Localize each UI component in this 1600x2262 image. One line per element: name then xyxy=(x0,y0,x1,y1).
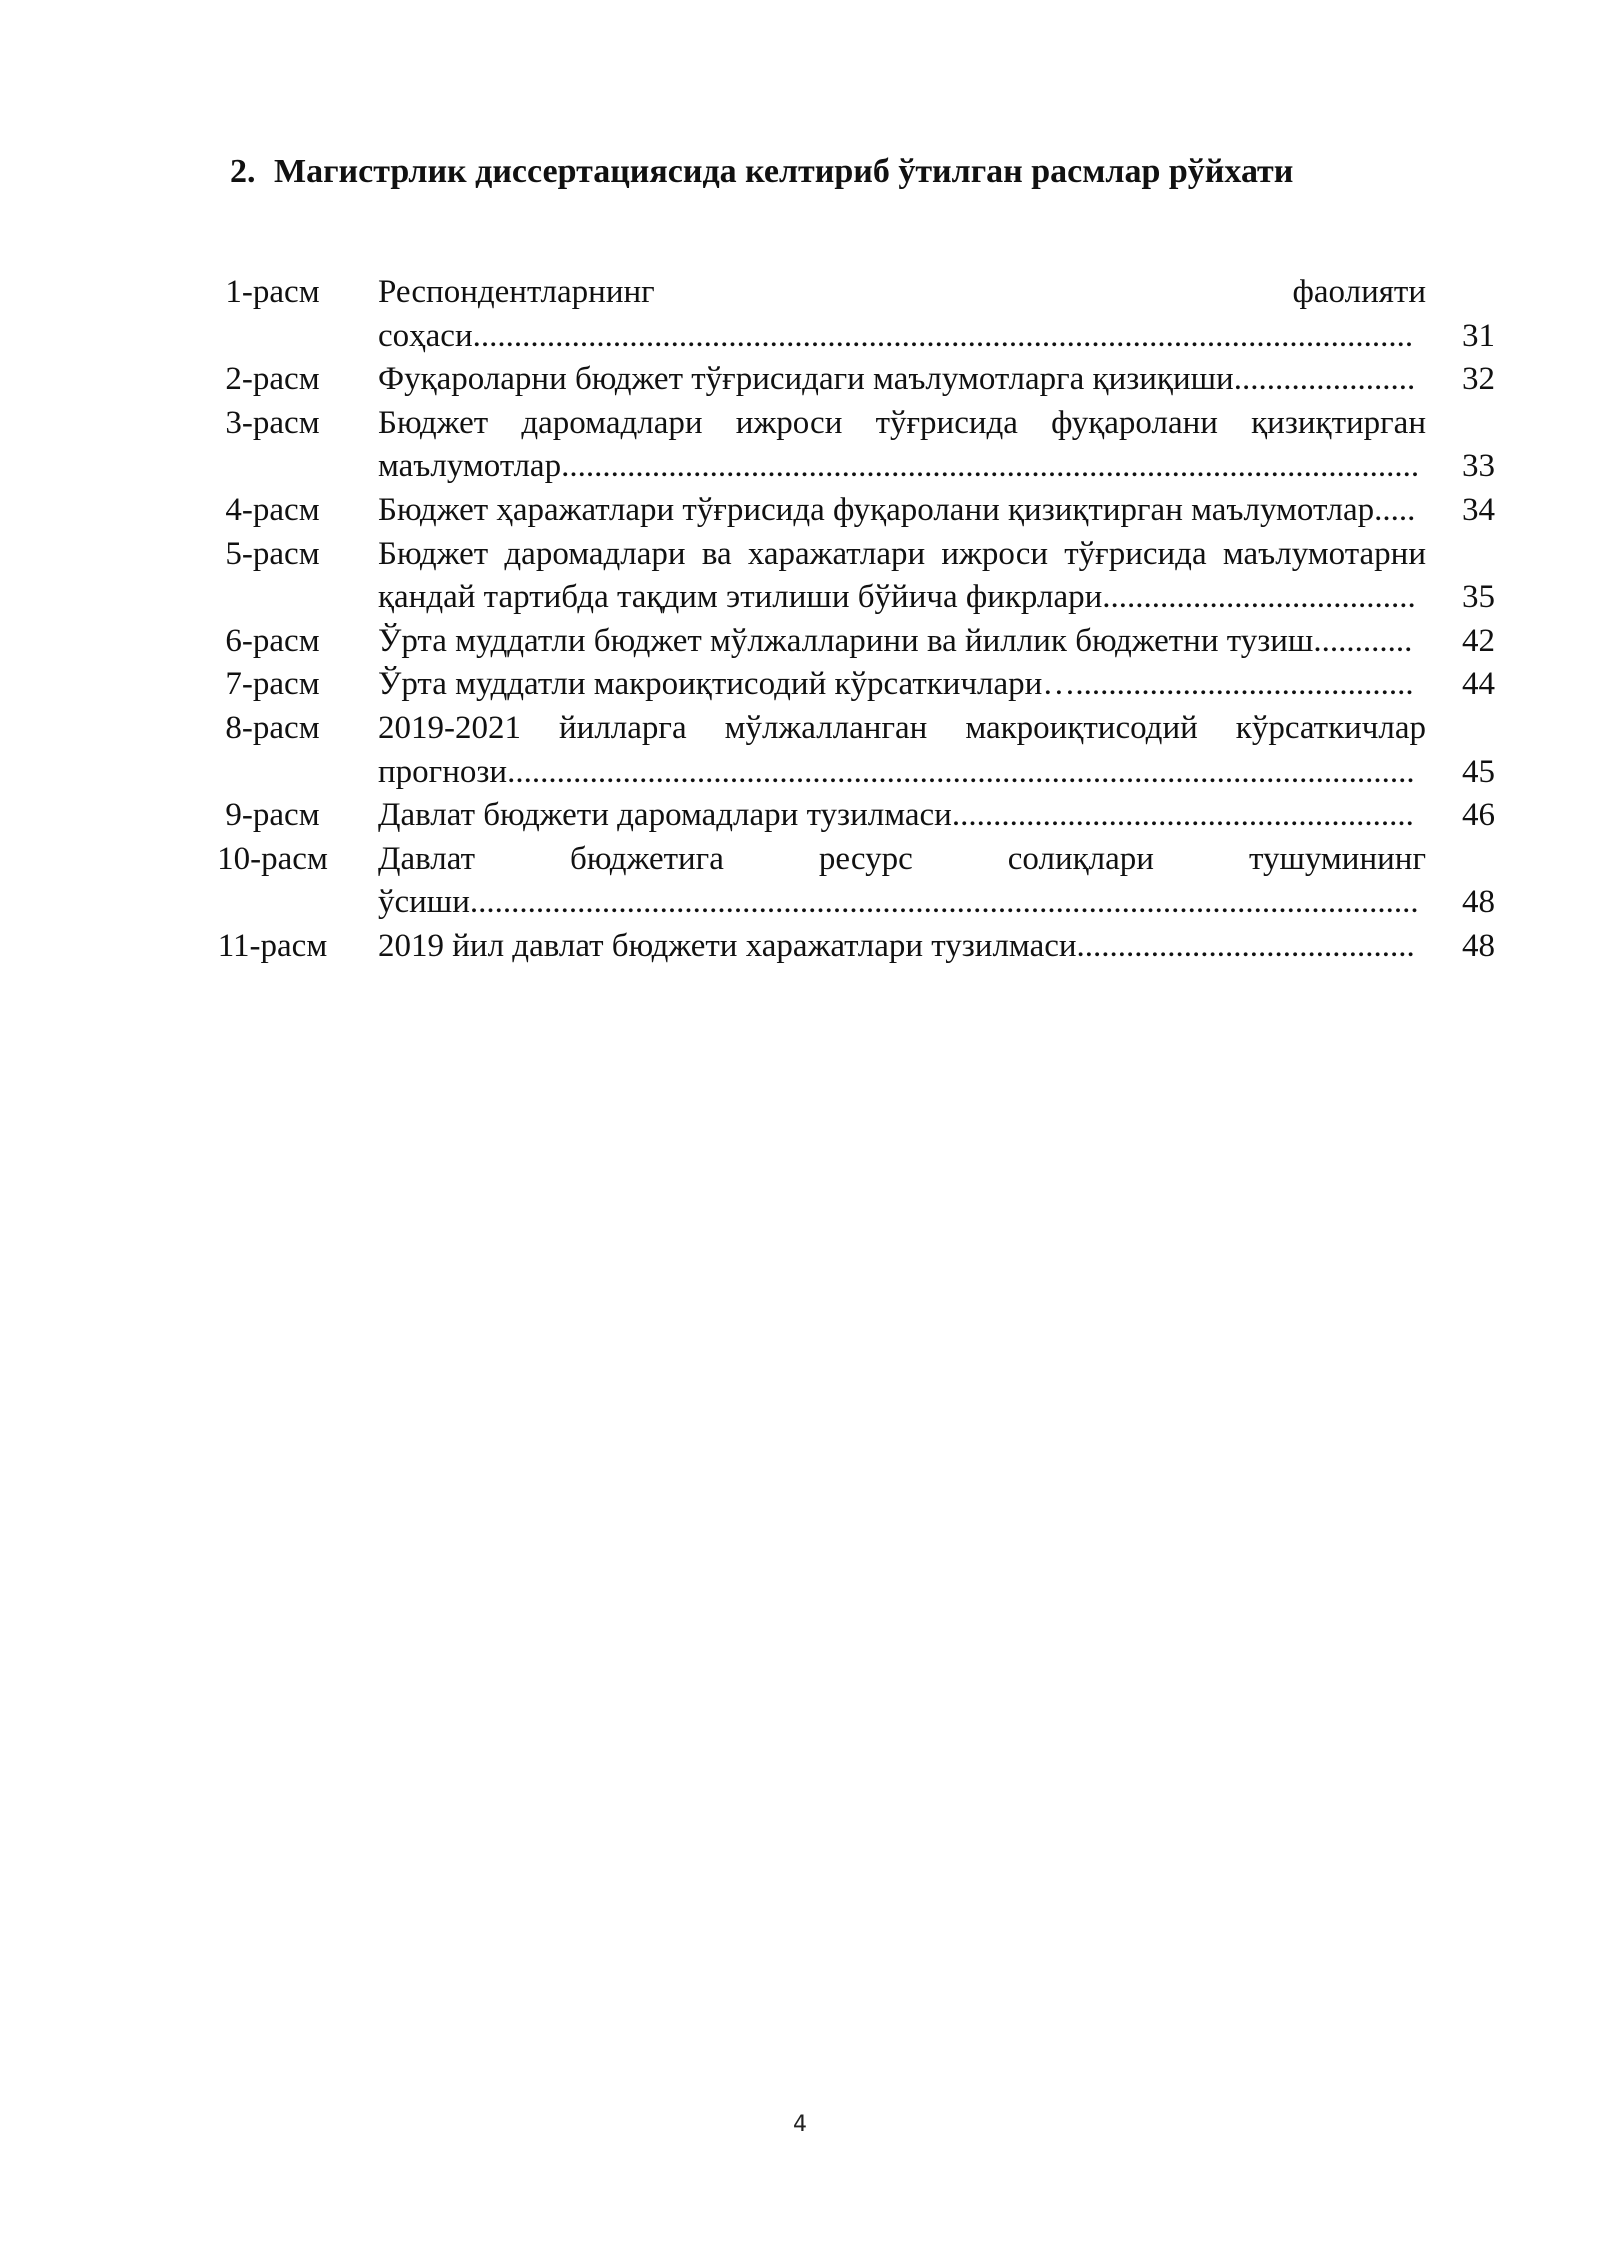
figure-page: 46 xyxy=(1462,797,1495,834)
list-item[interactable] xyxy=(195,402,1495,489)
list-item[interactable] xyxy=(195,358,1495,402)
list-item[interactable] xyxy=(195,663,1495,707)
figure-title: Давлат бюджети даромадлари тузилмаси........................................................ xyxy=(378,797,1414,834)
figure-title: Давлат бюджетига ресурс солиқлари тушумининг ўсиши................................................................................................................... xyxy=(378,840,1426,921)
figure-label: 5-расм xyxy=(225,535,320,572)
figure-page: 45 xyxy=(1462,753,1495,790)
figure-label: 1-расм xyxy=(225,274,320,310)
figure-label: 8-расм xyxy=(225,709,320,746)
figure-title: 2019 йил давлат бюджети харажатлари тузилмаси......................................... xyxy=(378,927,1415,964)
figure-label: 10-расм xyxy=(217,840,328,877)
figure-page: 33 xyxy=(1462,448,1495,485)
figure-label: 9-расм xyxy=(225,797,320,834)
heading-number: 2. xyxy=(230,153,256,190)
figure-page: 31 xyxy=(1462,317,1495,354)
figure-label: 2-расм xyxy=(225,361,320,398)
figure-page: 32 xyxy=(1462,361,1495,398)
figure-title: 2019-2021 йилларга мўлжалланган макроиқтисодий кўрсаткичлар прогнози.............................................................................................................. xyxy=(378,709,1426,790)
figure-label: 3-расм xyxy=(225,404,320,441)
figure-page: 48 xyxy=(1462,884,1495,921)
figure-label: 4-расм xyxy=(225,491,320,528)
list-item[interactable] xyxy=(195,707,1495,794)
list-item[interactable] xyxy=(195,925,1495,969)
figure-title: Бюджет даромадлари ижроси тўғрисида фуқаролани қизиқтирган маълумотлар........................................................................................................ xyxy=(378,404,1426,485)
page-number: 4 xyxy=(793,2112,807,2137)
figure-label: 11-расм xyxy=(217,927,328,964)
list-item[interactable] xyxy=(195,271,1495,358)
figure-title: Ўрта муддатли бюджет мўлжалларини ва йиллик бюджетни тузиш............ xyxy=(378,622,1413,659)
heading-text: Магистрлик диссертациясида келтириб ўтилган расмлар рўйхати xyxy=(274,153,1294,190)
figure-title: Фуқароларни бюджет тўғрисидаги маълумотларга қизиқиши...................... xyxy=(378,361,1416,398)
figure-list xyxy=(195,271,1495,969)
list-item[interactable] xyxy=(195,838,1495,925)
list-item[interactable] xyxy=(195,489,1495,533)
figure-title: Ўрта муддатли макроиқтисодий кўрсаткичлари…......................................... xyxy=(378,666,1414,703)
list-item[interactable] xyxy=(195,533,1495,620)
figure-page: 48 xyxy=(1462,927,1495,964)
page-title xyxy=(230,150,1480,194)
figure-page: 44 xyxy=(1462,666,1495,703)
figure-title: Бюджет ҳаражатлари тўғрисида фуқаролани қизиқтирган маълумотлар..... xyxy=(378,491,1416,528)
figure-label: 6-расм xyxy=(225,622,320,659)
list-item[interactable] xyxy=(195,794,1495,838)
figure-title: Респондентларнинг фаолияти соҳаси.................................................................................................................. xyxy=(378,274,1426,354)
figure-title: Бюджет даромадлари ва харажатлари ижроси тўғрисида маълумотарни қандай тартибда тақдим этилиши бўйича фикрлари...................................... xyxy=(378,535,1426,616)
list-item[interactable] xyxy=(195,620,1495,664)
figure-page: 34 xyxy=(1462,491,1495,528)
figure-page: 35 xyxy=(1462,579,1495,616)
figure-page: 42 xyxy=(1462,622,1495,659)
figure-label: 7-расм xyxy=(225,666,320,703)
